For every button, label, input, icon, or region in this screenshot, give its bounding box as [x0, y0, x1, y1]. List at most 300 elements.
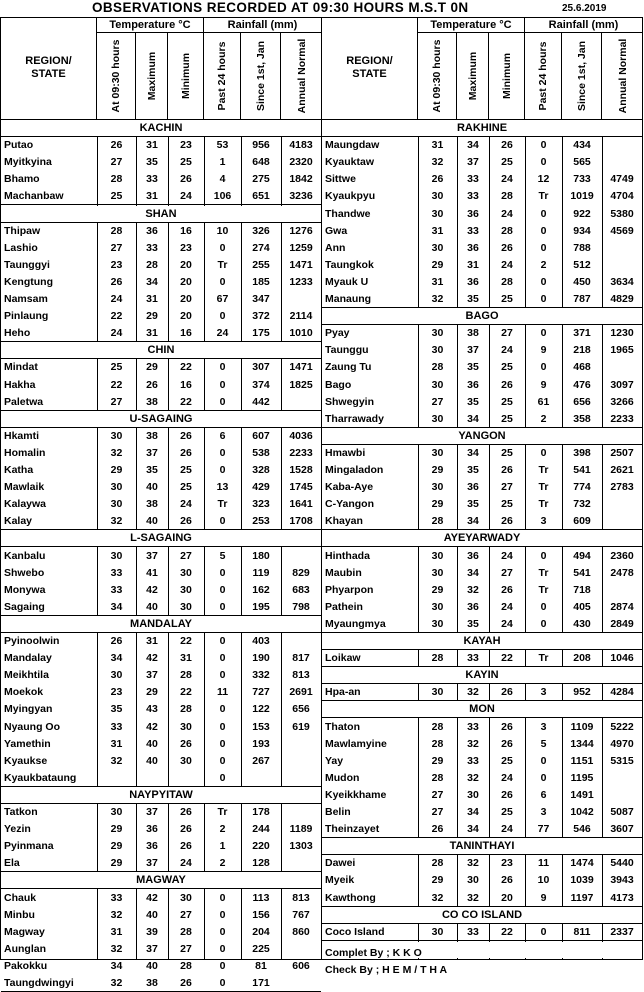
- rain-since-jan: 204: [252, 925, 270, 938]
- rain-24h: 0: [219, 361, 226, 374]
- temp-max: 33: [467, 720, 479, 733]
- station-name: Gwa: [325, 224, 348, 237]
- column-header-normal: [281, 33, 323, 119]
- temp-min: 25: [501, 156, 513, 169]
- station-name: Tatkon: [4, 806, 38, 818]
- rain-24h: 0: [219, 891, 226, 904]
- temp-max: 33: [146, 173, 158, 186]
- rain-since-jan: 178: [252, 806, 270, 818]
- station-name: Maungdaw: [325, 139, 380, 152]
- temp-0930: 30: [431, 600, 444, 613]
- rain-24h: 9: [540, 344, 547, 357]
- rain-24h: 13: [216, 481, 229, 494]
- temp-0930: 35: [110, 703, 123, 716]
- column-header-past24-label: Past 24 hours: [216, 41, 228, 111]
- station-name: Theinzayet: [325, 823, 380, 836]
- temp-max: 38: [146, 977, 158, 989]
- rain-annual-normal: 4183: [289, 139, 313, 152]
- station-row: [322, 496, 642, 513]
- rain-since-jan: 190: [252, 652, 270, 665]
- temp-min: 25: [501, 806, 513, 818]
- station-name: Magway: [4, 925, 45, 938]
- temp-min: 25: [180, 464, 192, 476]
- rain-since-jan: 307: [252, 361, 270, 374]
- temp-min: 24: [501, 771, 513, 784]
- temp-max: 34: [146, 275, 158, 288]
- rain-24h: 0: [219, 378, 226, 391]
- rain-24h: 0: [219, 241, 226, 254]
- station-name: Thandwe: [325, 207, 371, 220]
- table-body: [1, 120, 321, 989]
- temp-max: 33: [467, 173, 479, 186]
- rain-24h: Tr: [538, 190, 549, 203]
- temp-min: 16: [180, 224, 192, 237]
- rain-24h: Tr: [217, 498, 228, 511]
- rain-annual-normal: 3236: [289, 190, 313, 203]
- temp-min: 22: [180, 686, 192, 699]
- rain-annual-normal: 5087: [610, 806, 634, 818]
- temp-max: 36: [467, 275, 479, 288]
- rain-since-jan: 607: [252, 429, 270, 442]
- rain-annual-normal: 1641: [289, 498, 313, 511]
- rain-24h: 0: [219, 515, 226, 528]
- rain-24h: 0: [219, 703, 226, 716]
- rain-annual-normal: 2621: [610, 464, 634, 476]
- station-row: [1, 736, 321, 753]
- rain-24h: 0: [540, 241, 547, 254]
- temp-0930: 27: [110, 156, 123, 169]
- temp-max: 40: [146, 737, 158, 750]
- temp-max: 40: [146, 515, 158, 528]
- temp-max: 29: [146, 686, 158, 699]
- temp-0930: 31: [110, 925, 123, 938]
- temp-min: 26: [180, 515, 192, 528]
- station-name: Nyaung Oo: [4, 720, 61, 733]
- temp-min: 26: [501, 378, 513, 391]
- temp-0930: 30: [431, 241, 444, 254]
- temp-0930: 33: [110, 720, 123, 733]
- station-row: [1, 650, 321, 667]
- station-row: [322, 377, 642, 394]
- temp-max: 26: [146, 378, 158, 391]
- temp-0930: 29: [431, 464, 444, 476]
- temp-max: 35: [467, 617, 479, 630]
- temp-max: 42: [146, 891, 158, 904]
- rain-annual-normal: 1471: [289, 361, 313, 374]
- left-table: [0, 17, 322, 989]
- rain-24h: 3: [540, 806, 547, 818]
- temp-min: 22: [501, 652, 513, 665]
- rain-annual-normal: 4749: [610, 173, 634, 186]
- temp-0930: 33: [110, 891, 123, 904]
- temperature-group-header: Temperature °C: [97, 18, 204, 33]
- temp-min: 24: [501, 823, 513, 836]
- rain-annual-normal: 1189: [289, 823, 313, 836]
- station-row: [322, 616, 642, 633]
- rain-since-jan: 651: [252, 190, 270, 203]
- temp-max: 31: [146, 327, 158, 340]
- station-name: Yay: [325, 754, 344, 767]
- temp-max: 36: [467, 241, 479, 254]
- temp-0930: 30: [431, 190, 444, 203]
- temp-min: 27: [501, 327, 513, 340]
- temp-max: 42: [146, 720, 158, 733]
- region-header: [322, 18, 418, 119]
- temp-min: 28: [180, 669, 192, 682]
- temp-0930: 27: [431, 788, 444, 801]
- rainfall-group-header: Rainfall (mm): [525, 18, 642, 33]
- column-header-max-label: Maximum: [466, 51, 479, 101]
- rain-since-jan: 323: [252, 498, 270, 511]
- temp-max: 39: [146, 925, 158, 938]
- station-row: [1, 548, 321, 565]
- temp-min: 23: [501, 857, 513, 870]
- rain-24h: 0: [540, 361, 547, 374]
- station-name: Thaton: [325, 720, 360, 733]
- station-row: [1, 240, 321, 257]
- rain-annual-normal: 1303: [289, 840, 313, 853]
- station-name: Thipaw: [4, 224, 41, 237]
- temp-max: 34: [467, 823, 479, 836]
- station-name: Lashio: [4, 241, 38, 254]
- station-row: [1, 701, 321, 718]
- temp-min: 26: [501, 737, 513, 750]
- station-name: Myitkyina: [4, 156, 52, 169]
- temp-min: 30: [180, 754, 192, 767]
- station-name: Myauk U: [325, 275, 369, 288]
- rain-24h: 3: [540, 720, 547, 733]
- table-header: [322, 17, 642, 120]
- station-row: [1, 684, 321, 701]
- station-row: [1, 838, 321, 855]
- station-name: Zaung Tu: [325, 361, 372, 374]
- station-row: [322, 548, 642, 565]
- station-row: [1, 890, 321, 907]
- temp-0930: 33: [110, 583, 123, 596]
- station-name: Kyaukse: [4, 754, 48, 767]
- temp-max: 40: [146, 754, 158, 767]
- temp-min: 30: [180, 891, 192, 904]
- temp-0930: 30: [431, 207, 444, 220]
- temp-min: 26: [180, 840, 192, 853]
- station-name: Pyinmana: [4, 840, 54, 853]
- temp-min: 28: [180, 959, 192, 972]
- rain-since-jan: 218: [573, 344, 591, 357]
- rain-24h: 53: [216, 139, 229, 152]
- station-name: Homalin: [4, 446, 46, 459]
- region-header-line1: REGION/: [25, 55, 72, 67]
- column-header-min-label: Minimum: [179, 52, 192, 100]
- temp-min: 28: [501, 224, 513, 237]
- temp-0930: 28: [110, 173, 123, 186]
- temp-max: 37: [467, 156, 479, 169]
- station-row: [322, 770, 642, 787]
- temp-0930: 26: [110, 139, 123, 152]
- temp-0930: 30: [110, 498, 123, 511]
- station-row: [1, 633, 321, 650]
- station-name: Taunggyi: [4, 258, 50, 271]
- temp-min: 27: [180, 942, 192, 955]
- temp-min: 26: [501, 139, 513, 152]
- rain-24h: 3: [540, 515, 547, 528]
- temp-min: 22: [501, 925, 513, 938]
- rain-24h: 0: [540, 293, 547, 305]
- rain-since-jan: 733: [573, 173, 591, 186]
- rain-annual-normal: 4569: [610, 224, 634, 237]
- rain-annual-normal: 829: [292, 566, 310, 579]
- rain-24h: 0: [540, 771, 547, 784]
- station-row: [322, 445, 642, 462]
- report-date: 25.6.2019: [562, 3, 607, 14]
- temp-min: 25: [501, 498, 513, 511]
- station-row: [322, 855, 642, 872]
- station-name: Pathein: [325, 600, 363, 613]
- station-name: Machanbaw: [4, 190, 64, 203]
- rain-24h: Tr: [538, 464, 549, 476]
- rain-annual-normal: 817: [292, 652, 310, 665]
- rain-24h: 0: [540, 207, 547, 220]
- rain-annual-normal: 2507: [610, 446, 634, 459]
- station-name: Mandalay: [4, 652, 52, 665]
- temp-0930: 30: [431, 566, 444, 579]
- temp-min: 28: [501, 275, 513, 288]
- station-row: [1, 359, 321, 376]
- footer-area: [322, 942, 642, 976]
- region-header-line1: REGION/: [346, 55, 393, 67]
- station-row: [322, 736, 642, 753]
- temp-max: 31: [146, 190, 158, 203]
- report-title-bar: [0, 0, 643, 17]
- temp-0930: 30: [431, 327, 444, 340]
- rain-since-jan: 358: [573, 412, 591, 425]
- temp-max: 35: [467, 293, 479, 305]
- rain-24h: 0: [219, 754, 226, 767]
- station-row: [1, 941, 321, 958]
- rainfall-group-header: Rainfall (mm): [204, 18, 321, 33]
- temp-min: 31: [180, 652, 192, 665]
- rain-since-jan: 732: [573, 498, 591, 511]
- station-name: Yezin: [4, 823, 31, 836]
- temp-0930: 32: [110, 908, 123, 921]
- rain-since-jan: 398: [573, 446, 591, 459]
- column-header-max-label: Maximum: [145, 51, 158, 101]
- rain-since-jan: 922: [573, 207, 591, 220]
- rain-24h: 1: [219, 156, 226, 169]
- column-header-max: [136, 33, 168, 119]
- temp-max: 36: [146, 840, 158, 853]
- rain-since-jan: 244: [252, 823, 270, 836]
- region-header: [1, 18, 97, 119]
- station-name: Sittwe: [325, 173, 356, 186]
- temp-max: 41: [146, 566, 158, 579]
- station-name: Kalaywa: [4, 498, 47, 511]
- temp-0930: 30: [431, 925, 444, 938]
- station-row: [322, 240, 642, 257]
- rain-24h: 0: [540, 446, 547, 459]
- temp-min: 26: [501, 874, 513, 887]
- station-row: [322, 359, 642, 376]
- column-header-past24: [525, 33, 562, 119]
- rain-24h: 24: [216, 327, 229, 340]
- rain-annual-normal: 4284: [610, 686, 634, 699]
- temp-max: 40: [146, 959, 158, 972]
- temp-0930: 23: [110, 686, 123, 699]
- temp-max: 37: [146, 669, 158, 682]
- station-name: Kyaukbataung: [4, 771, 77, 784]
- temp-max: 33: [467, 224, 479, 237]
- temp-max: 42: [146, 652, 158, 665]
- temp-0930: 28: [110, 224, 123, 237]
- rain-24h: 61: [537, 395, 550, 408]
- rain-since-jan: 512: [573, 258, 591, 271]
- rain-24h: 0: [219, 942, 226, 955]
- temp-max: 42: [146, 583, 158, 596]
- station-name: Loikaw: [325, 652, 361, 665]
- station-row: [1, 513, 321, 530]
- temp-0930: 27: [110, 395, 123, 408]
- station-row: [322, 462, 642, 479]
- temp-0930: 30: [431, 686, 444, 699]
- rain-since-jan: 1151: [570, 754, 594, 767]
- column-header-since: [562, 33, 602, 119]
- column-header-since: [241, 33, 281, 119]
- temp-max: 33: [467, 754, 479, 767]
- temp-min: 22: [180, 635, 192, 647]
- rain-24h: 0: [219, 310, 226, 323]
- temp-min: 20: [180, 258, 192, 271]
- station-row: [322, 513, 642, 530]
- temp-max: 32: [467, 686, 479, 699]
- station-name: Monywa: [4, 583, 46, 596]
- temp-0930: 29: [431, 498, 444, 511]
- station-name: Taungkok: [325, 258, 374, 271]
- station-name: Hkamti: [4, 429, 40, 442]
- right-table: [321, 17, 643, 976]
- rain-annual-normal: 3634: [610, 275, 634, 288]
- temp-0930: 30: [110, 429, 123, 442]
- temp-max: 34: [467, 139, 479, 152]
- rain-since-jan: 274: [252, 241, 270, 254]
- temp-max: 37: [146, 806, 158, 818]
- rain-since-jan: 371: [573, 327, 591, 340]
- rain-since-jan: 328: [252, 464, 270, 476]
- rain-since-jan: 372: [252, 310, 270, 323]
- station-row: [1, 377, 321, 394]
- temp-0930: 28: [431, 857, 444, 870]
- station-row: [322, 137, 642, 154]
- rain-since-jan: 253: [252, 515, 270, 528]
- station-row: [322, 565, 642, 582]
- compiled-by: Complet By ; K K O: [325, 946, 422, 959]
- temp-max: 32: [467, 771, 479, 784]
- column-header-normal-label: Annual Normal: [296, 38, 308, 114]
- temp-0930: 32: [110, 942, 123, 955]
- region-header-line2: STATE: [352, 68, 387, 80]
- temp-0930: 25: [110, 361, 123, 374]
- temp-min: 26: [180, 446, 192, 459]
- rain-annual-normal: 3607: [610, 823, 634, 836]
- rain-since-jan: 1042: [570, 806, 594, 818]
- temp-min: 27: [180, 908, 192, 921]
- rain-since-jan: 119: [252, 566, 270, 579]
- temp-0930: 28: [431, 720, 444, 733]
- rain-since-jan: 956: [252, 139, 270, 152]
- rain-24h: Tr: [538, 652, 549, 665]
- rain-24h: 6: [540, 788, 547, 801]
- temp-0930: 30: [110, 806, 123, 818]
- temp-0930: 30: [431, 378, 444, 391]
- station-name: Taunggu: [325, 344, 369, 357]
- rain-annual-normal: 1708: [289, 515, 313, 528]
- rain-annual-normal: 5222: [610, 720, 634, 733]
- rain-since-jan: 347: [252, 293, 270, 305]
- temp-max: 34: [467, 515, 479, 528]
- rain-24h: Tr: [538, 583, 549, 596]
- temp-max: 40: [146, 481, 158, 494]
- temp-0930: 32: [431, 891, 444, 904]
- rain-24h: 2: [540, 258, 547, 271]
- station-row: [322, 342, 642, 359]
- rain-annual-normal: 1528: [289, 464, 313, 476]
- rain-annual-normal: 2478: [610, 566, 634, 579]
- station-name: Belin: [325, 806, 351, 818]
- rain-annual-normal: 813: [292, 891, 310, 904]
- rain-since-jan: 113: [252, 891, 270, 904]
- temp-max: 32: [467, 583, 479, 596]
- temp-max: 36: [146, 823, 158, 836]
- station-name: Namsam: [4, 293, 48, 305]
- temp-0930: 30: [431, 446, 444, 459]
- column-header-normal: [602, 33, 644, 119]
- station-name: Hakha: [4, 378, 36, 391]
- temp-max: 37: [146, 857, 158, 870]
- temp-0930: 30: [110, 669, 123, 682]
- rain-annual-normal: 3266: [610, 395, 634, 408]
- rain-24h: 2: [219, 823, 226, 836]
- rain-since-jan: 374: [252, 378, 270, 391]
- rain-24h: 10: [537, 874, 550, 887]
- section-header: MON: [322, 701, 642, 718]
- rain-since-jan: 156: [252, 908, 270, 921]
- station-name: Hpa-an: [325, 686, 361, 699]
- rain-annual-normal: 606: [292, 959, 310, 972]
- temp-0930: 29: [431, 583, 444, 596]
- station-name: Pyinoolwin: [4, 635, 60, 647]
- temp-min: 26: [180, 977, 192, 989]
- temp-0930: 30: [431, 617, 444, 630]
- temp-0930: 32: [110, 446, 123, 459]
- temp-0930: 22: [110, 378, 123, 391]
- rain-annual-normal: 2320: [289, 156, 313, 169]
- station-name: Ela: [4, 857, 20, 870]
- temp-0930: 32: [110, 977, 123, 989]
- station-row: [1, 462, 321, 479]
- rain-since-jan: 326: [252, 224, 270, 237]
- rain-24h: 0: [540, 754, 547, 767]
- station-name: Kawthong: [325, 891, 376, 904]
- temp-min: 25: [501, 412, 513, 425]
- rain-since-jan: 162: [252, 583, 270, 596]
- rain-24h: 9: [540, 891, 547, 904]
- rain-since-jan: 1344: [570, 737, 594, 750]
- station-row: [1, 958, 321, 975]
- rain-since-jan: 494: [573, 549, 591, 562]
- temp-max: 35: [467, 498, 479, 511]
- rain-24h: Tr: [217, 258, 228, 271]
- station-name: Pinlaung: [4, 310, 49, 323]
- rain-since-jan: 788: [573, 241, 591, 254]
- rain-24h: 0: [219, 977, 226, 989]
